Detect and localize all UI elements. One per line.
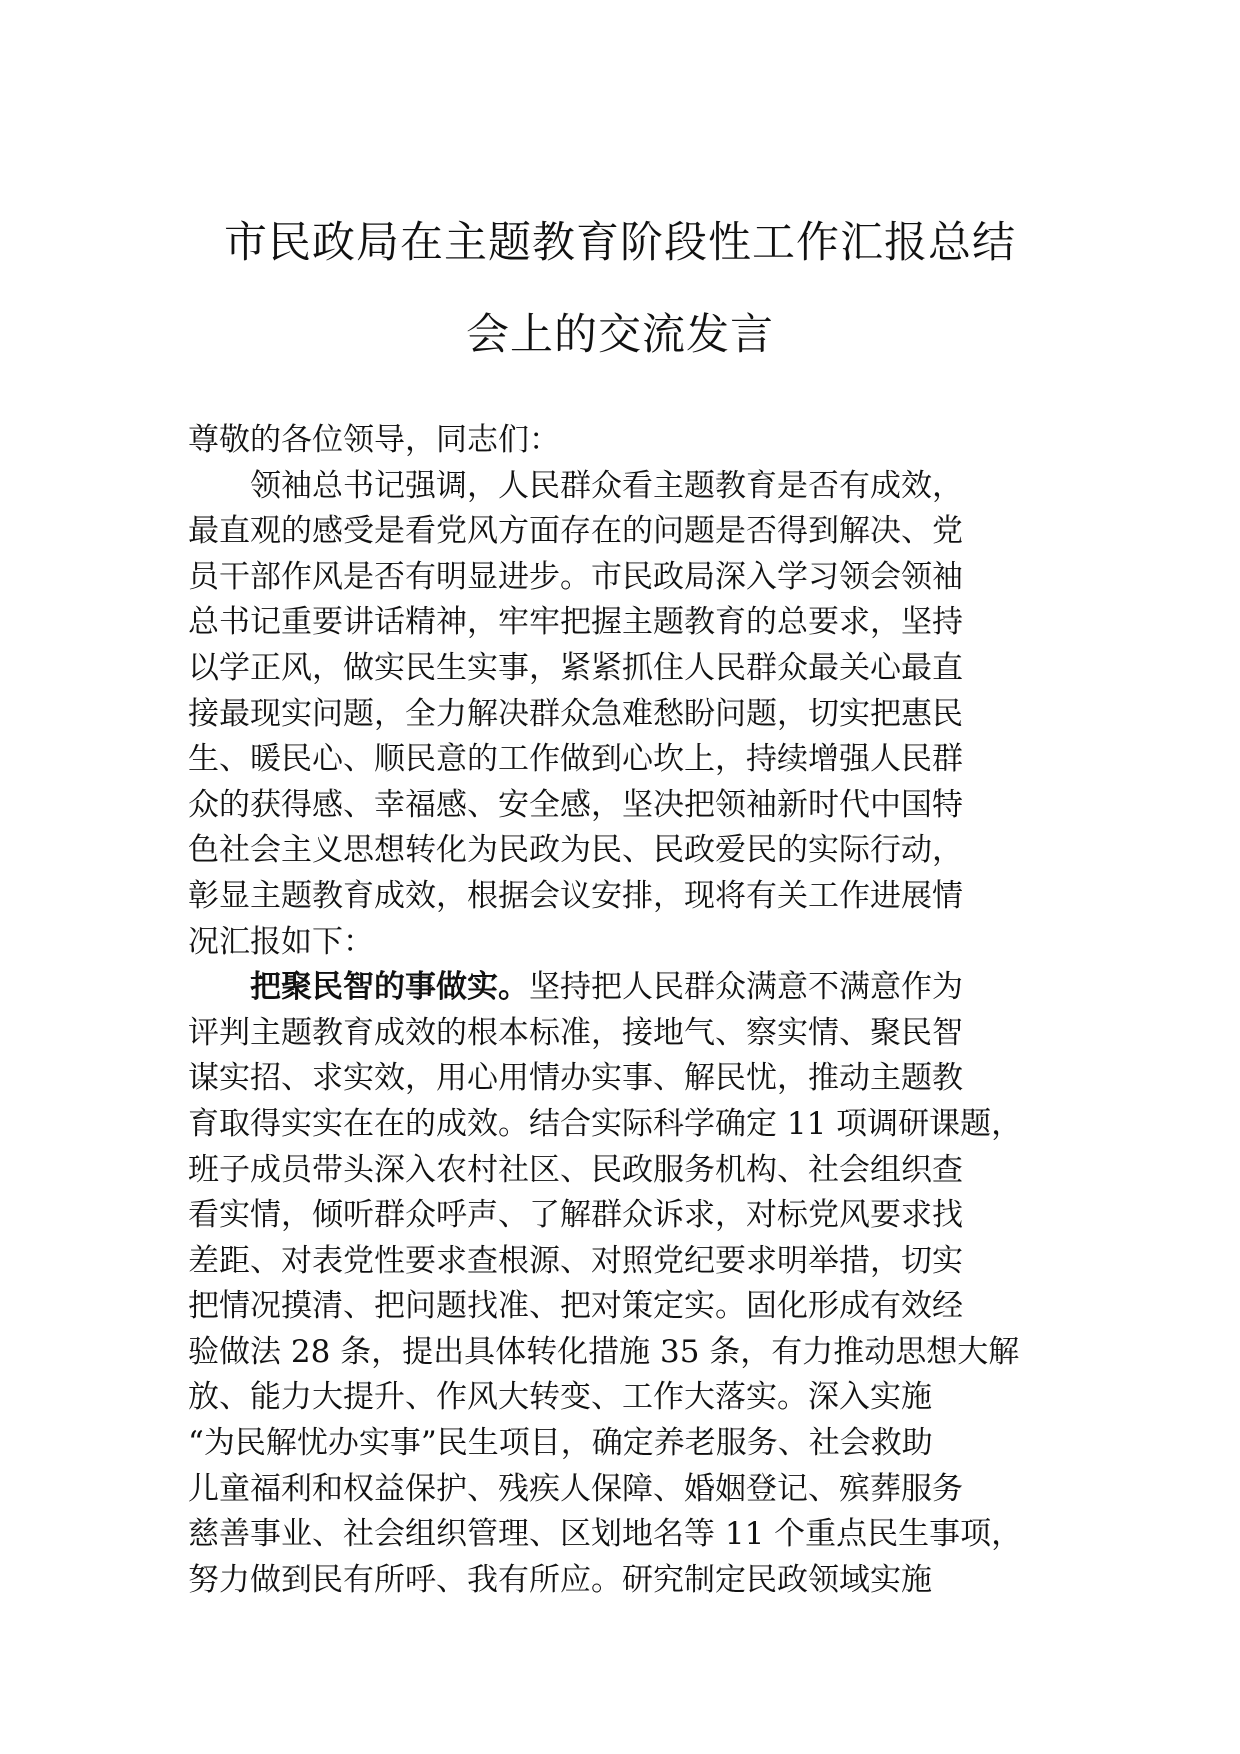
document-title-line-1: 市民政局在主题教育阶段性工作汇报总结 (224, 218, 1016, 268)
paragraph-line: 领袖总书记强调，人民群众看主题教育是否有成效， (250, 467, 963, 504)
section-heading: 把聚民智的事做实。 (250, 969, 529, 1006)
paragraph-line: 努力做到民有所呼、我有所应。研究制定民政领域实施 (188, 1561, 932, 1598)
paragraph-line: 放、能力大提升、作风大转变、工作大落实。深入实施 (188, 1379, 932, 1416)
paragraph-line: 色社会主义思想转化为民政为民、民政爱民的实际行动， (188, 832, 963, 869)
paragraph-line: 谋实招、求实效，用心用情办实事、解民忧，推动主题教 (188, 1060, 963, 1097)
paragraph-line: 儿童福利和权益保护、残疾人保障、婚姻登记、殡葬服务 (188, 1470, 963, 1507)
paragraph-line: 以学正风，做实民生实事，紧紧抓住人民群众最关心最直 (188, 649, 963, 686)
paragraph-line: 差距、对表党性要求查根源、对照党纪要求明举措，切实 (188, 1242, 963, 1279)
paragraph-line: 接最现实问题，全力解决群众急难愁盼问题，切实把惠民 (188, 695, 963, 732)
document-body (188, 418, 1088, 1603)
paragraph-line: 班子成员带头深入农村社区、民政服务机构、社会组织查 (188, 1151, 963, 1188)
paragraph-line: 慈善事业、社会组织管理、区划地名等 11 个重点民生事项， (188, 1516, 1023, 1553)
paragraph-text: 坚持把人民群众满意不满意作为 (529, 969, 963, 1006)
salutation: 尊敬的各位领导，同志们： (188, 422, 560, 458)
paragraph-line (188, 965, 1088, 1011)
paragraph-line: 彰显主题教育成效，根据会议安排，现将有关工作进展情 (188, 877, 963, 914)
paragraph-line: 育取得实实在在的成效。结合实际科学确定 11 项调研课题， (188, 1105, 1023, 1142)
paragraph-line: 生、暖民心、顺民意的工作做到心坎上，持续增强人民群 (188, 741, 963, 778)
paragraph-line: 评判主题教育成效的根本标准，接地气、察实情、聚民智 (188, 1014, 963, 1051)
paragraph-line: 把情况摸清、把问题找准、把对策定实。固化形成有效经 (188, 1288, 963, 1325)
paragraph-1 (188, 464, 1088, 966)
paragraph-line: “为民解忧办实事”民生项目，确定养老服务、社会救助 (188, 1425, 933, 1462)
paragraph-line: 员干部作风是否有明显进步。市民政局深入学习领会领袖 (188, 558, 963, 595)
paragraph-line: 众的获得感、幸福感、安全感，坚决把领袖新时代中国特 (188, 786, 963, 823)
paragraph-line: 验做法 28 条，提出具体转化措施 35 条，有力推动思想大解 (188, 1333, 1020, 1370)
paragraph-line: 况汇报如下： (188, 923, 374, 960)
paragraph-2 (188, 965, 1088, 1603)
document-title-line-2: 会上的交流发言 (466, 310, 774, 360)
paragraph-line: 看实情，倾听群众呼声、了解群众诉求，对标党风要求找 (188, 1197, 963, 1234)
paragraph-line: 总书记重要讲话精神，牢牢把握主题教育的总要求，坚持 (188, 604, 963, 641)
paragraph-line: 最直观的感受是看党风方面存在的问题是否得到解决、党 (188, 513, 963, 550)
